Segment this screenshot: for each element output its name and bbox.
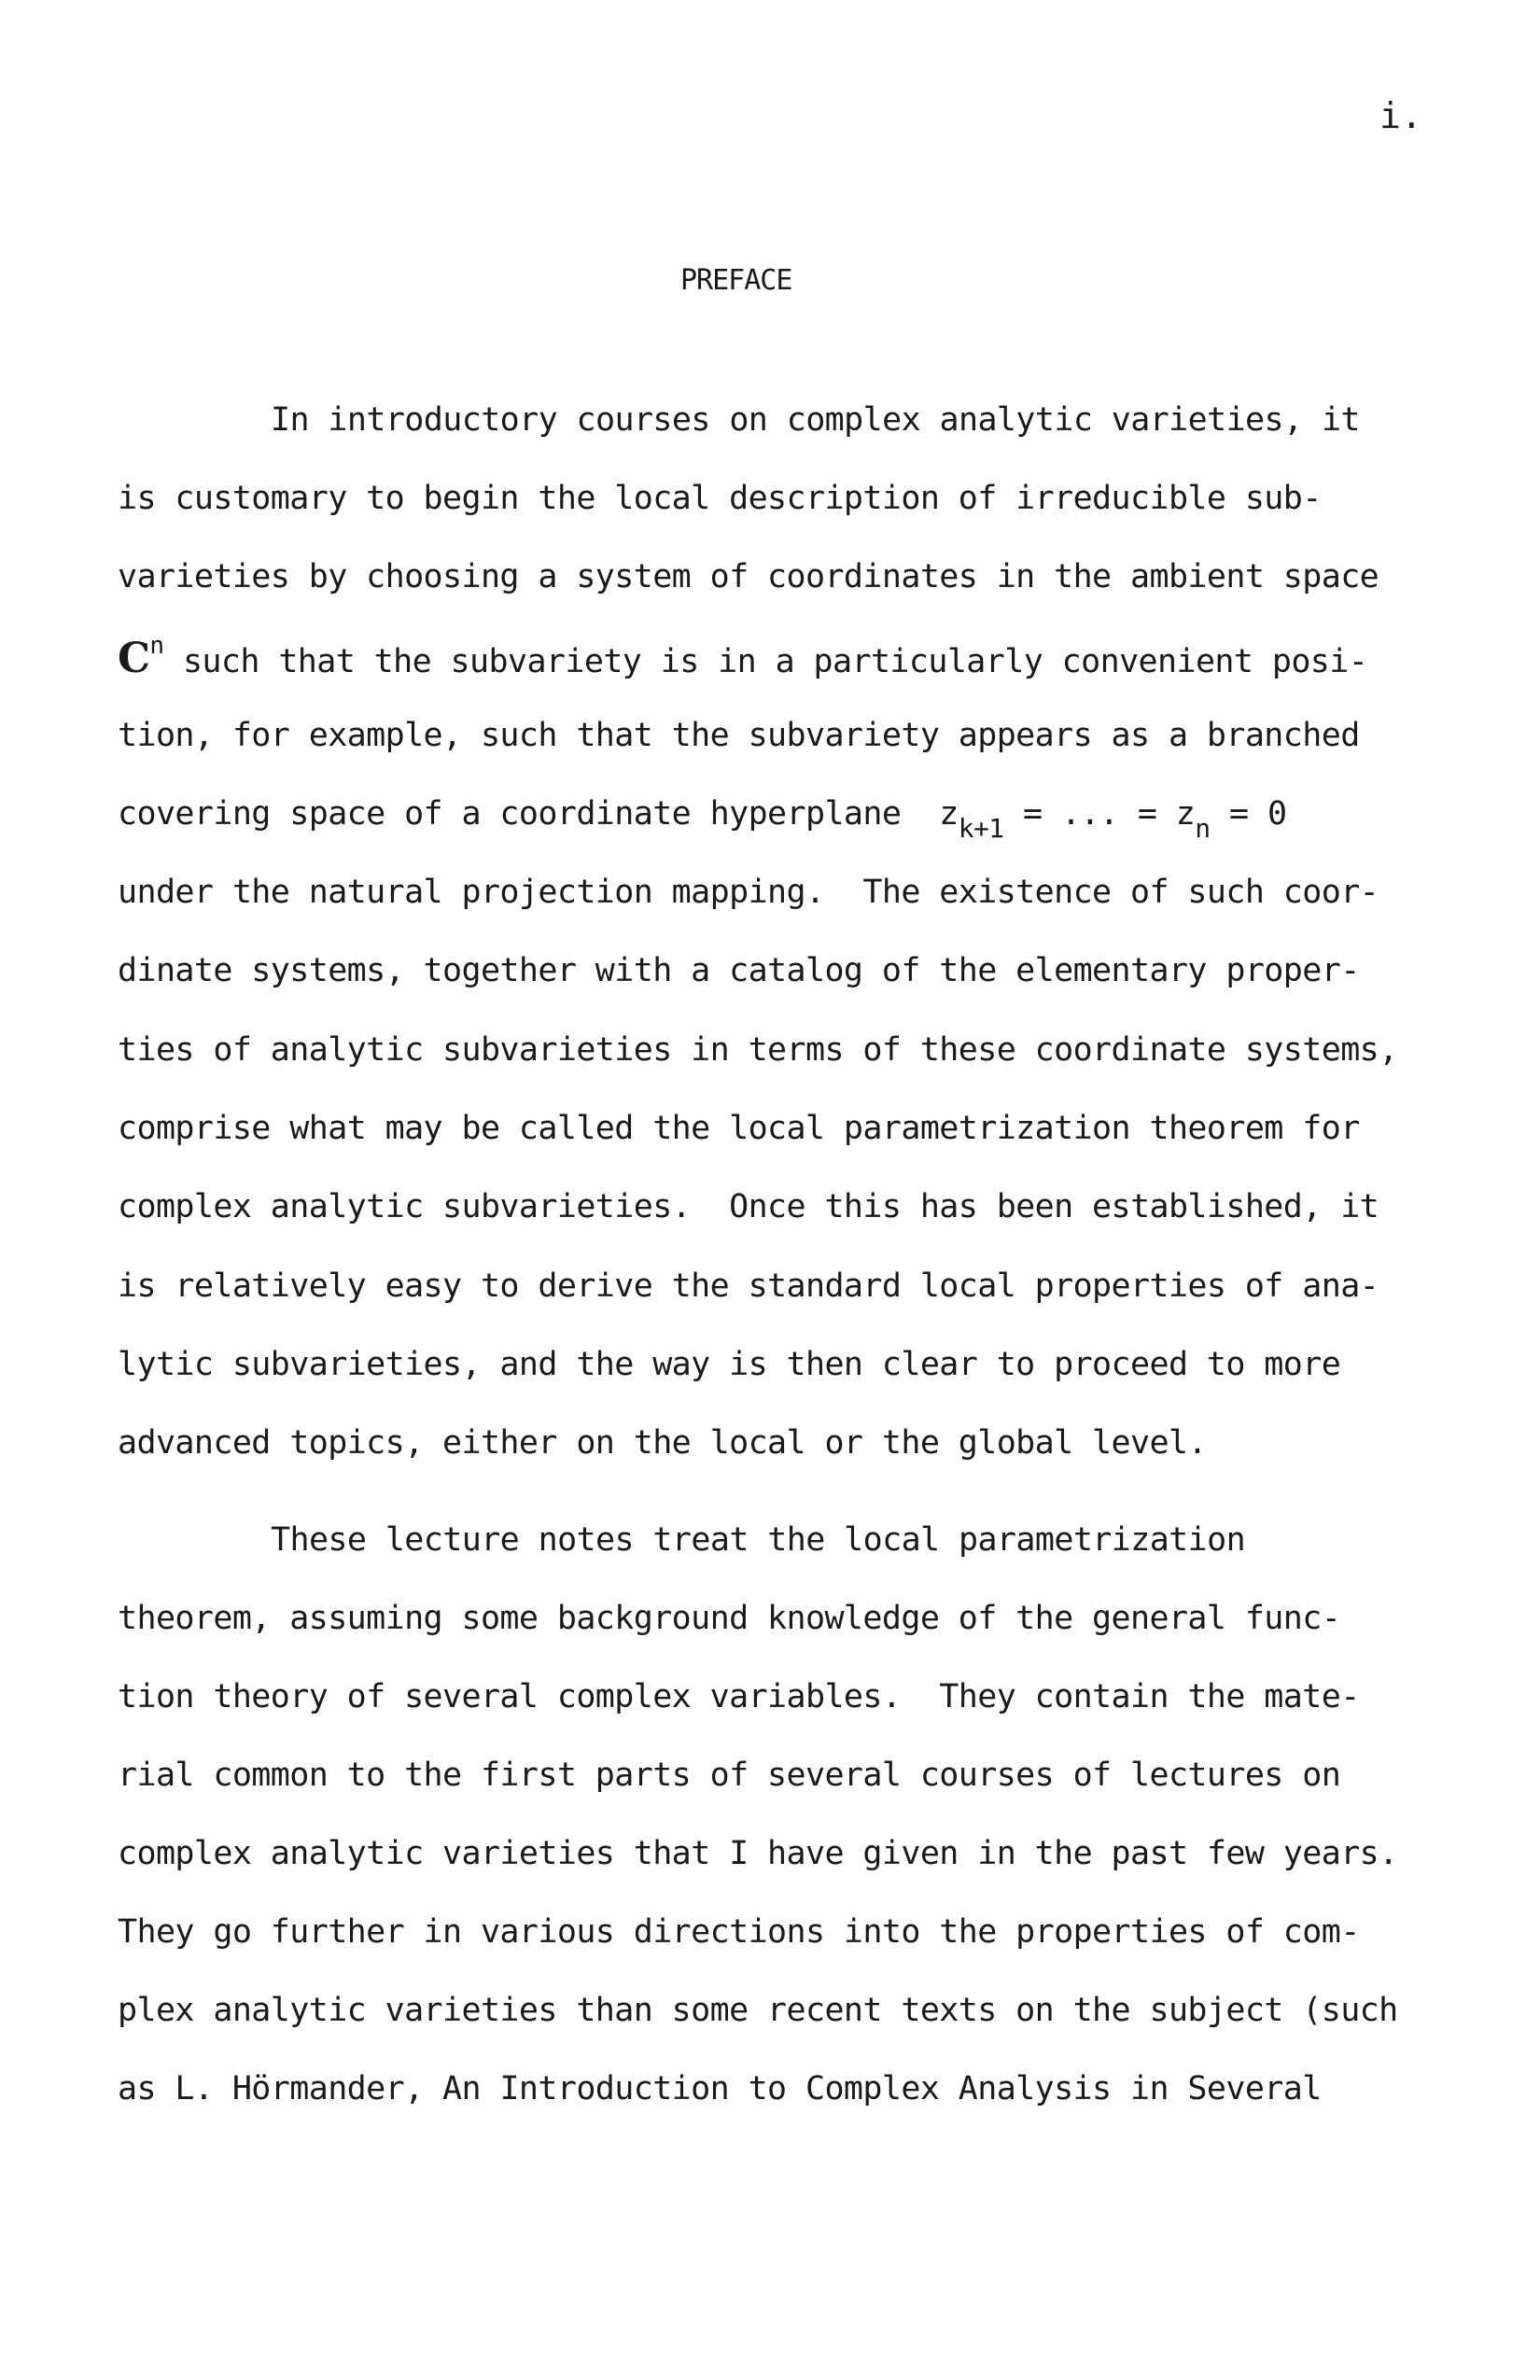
paragraph-1-line-8: dinate systems, together with a catalog of the elementary proper- (118, 952, 1360, 989)
paragraph-1-line-12: is relatively easy to derive the standard local properties of ana- (118, 1267, 1379, 1305)
paragraph-1-line-1: In introductory courses on complex analytic varieties, it (271, 401, 1360, 439)
paragraph-1-line-2: is customary to begin the local description of irreducible sub- (118, 480, 1322, 517)
paragraph-2-line-2: theorem, assuming some background knowledge of the general func- (118, 1600, 1341, 1637)
paragraph-1-line-6: covering space of a coordinate hyperplane $z_{k+1}$ = ... = $z_n = 0$ (118, 795, 1287, 844)
paragraph-2-line-7: plex analytic varieties than some recent texts on the subject (such (118, 1992, 1398, 2029)
paragraph-2-line-5: complex analytic varieties that I have given in the past few years. (118, 1835, 1398, 1872)
paragraph-1-line-5: tion, for example, such that the subvariety appears as a branched (118, 717, 1360, 754)
paragraph-1-line-14: advanced topics, either on the local or the global level. (118, 1424, 1207, 1462)
paragraph-2-line-8: as L. Hörmander, An Introduction to Complex Analysis in Several (118, 2070, 1322, 2107)
page-title: PREFACE (680, 264, 792, 297)
complex-space-symbol: $C^n$ (118, 632, 164, 682)
page-number: i. (1379, 95, 1422, 136)
paragraph-1-line-9: ties of analytic subvarieties in terms of these coordinate systems, (118, 1031, 1398, 1069)
paragraph-2-line-4: rial common to the first parts of several courses of lectures on (118, 1757, 1341, 1794)
paragraph-2-line-1: These lecture notes treat the local parametrization (271, 1521, 1246, 1559)
paragraph-1-line-13: lytic subvarieties, and the way is then clear to proceed to more (118, 1346, 1341, 1383)
paragraph-2-line-3: tion theory of several complex variables. They contain the mate- (118, 1678, 1360, 1715)
paragraph-1-line-4: $C^n$ such that the subvariety is in a particularly convenient posi- (118, 632, 1368, 682)
paragraph-1-line-10: comprise what may be called the local parametrization theorem for (118, 1110, 1360, 1147)
paragraph-1-line-7: under the natural projection mapping. The existence of such coor- (118, 874, 1379, 911)
paragraph-1-line-3: varieties by choosing a system of coordinates in the ambient space (118, 558, 1379, 595)
paragraph-1-line-11: complex analytic subvarieties. Once this has been established, it (118, 1188, 1379, 1225)
paragraph-2-line-6: They go further in various directions into the properties of com- (118, 1913, 1360, 1951)
